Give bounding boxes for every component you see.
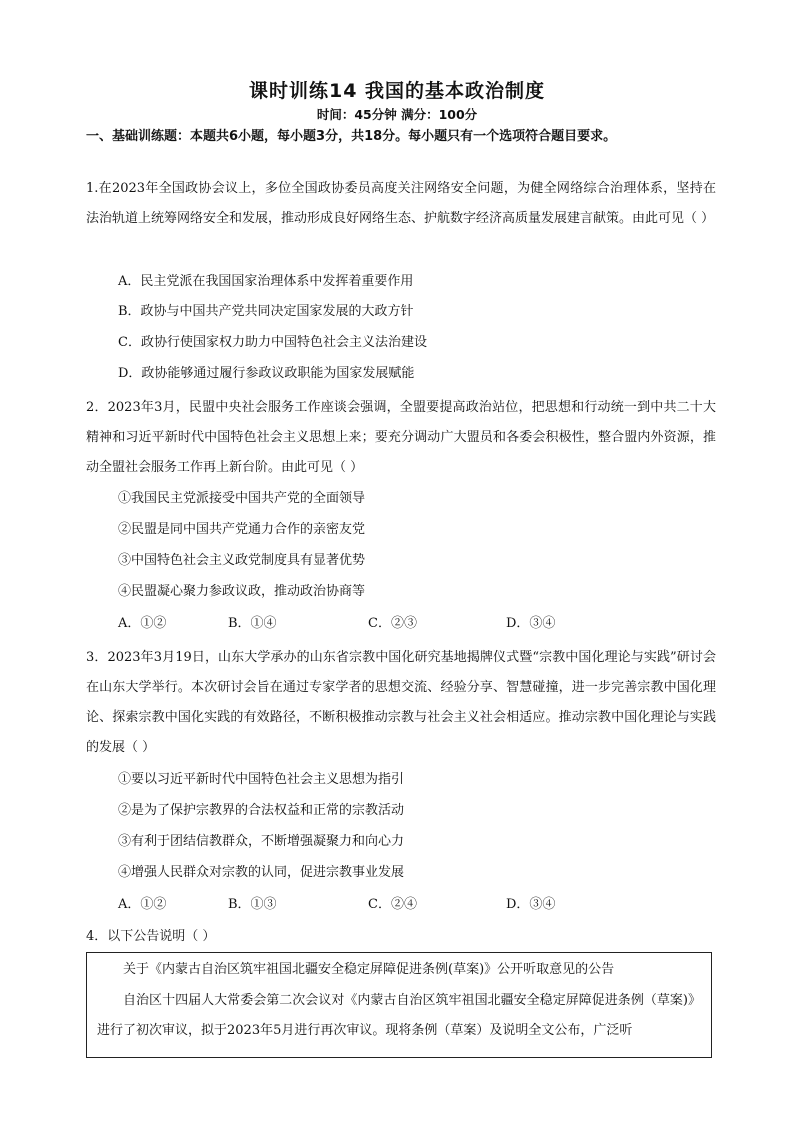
question-4-stem: 4．以下公告说明（ ） xyxy=(86,929,216,944)
section-heading: 一、基础训练题：本题共6小题，每小题3分，共18分。每小题只有一个选项符合题目要求。 xyxy=(86,129,617,144)
page-title: 课时训练14 我国的基本政治制度 xyxy=(248,80,546,102)
announcement-box xyxy=(86,952,712,1058)
question-3-item-3: ③有利于团结信教群众，不断增强凝聚力和向心力 xyxy=(118,834,405,849)
question-1-option-c: C．政协行使国家权力助力中国特色社会主义法治建设 xyxy=(118,335,427,350)
question-3-choice-a: A．①② xyxy=(118,897,167,912)
question-2-item-1: ①我国民主党派接受中国共产党的全面领导 xyxy=(118,491,366,506)
time-score-info: 时间：45分钟 满分：100分 xyxy=(316,107,478,122)
question-3-choice-c: C．②④ xyxy=(368,897,417,912)
question-1-option-d: D．政协能够通过履行参政议政职能为国家发展赋能 xyxy=(118,366,415,381)
question-3-choice-d: D．③④ xyxy=(506,897,556,912)
question-2-choice-c: C．②③ xyxy=(368,616,417,631)
question-2-item-4: ④民盟凝心聚力参政议政，推动政治协商等 xyxy=(118,584,366,599)
question-3-item-4: ④增强人民群众对宗教的认同，促进宗教事业发展 xyxy=(118,865,405,880)
question-2-stem: 2．2023年3月，民盟中央社会服务工作座谈会强调，全盟要提高政治站位，把思想和行动统一到中共二十大精神和习近平新时代中国特色社会主义思想上来；要充分调动广大盟员和各委会积极性，整合盟内外资源，推动全盟社会服务工作再上新台阶。由此可见（ ） xyxy=(86,400,716,475)
announcement-heading: 关于《内蒙古自治区筑牢祖国北疆安全稳定屏障促进条例(草案)》公开听取意见的公告 xyxy=(123,962,615,977)
announcement-body: 自治区十四届人大常委会第二次会议对《内蒙古自治区筑牢祖国北疆安全稳定屏障促进条例（草案)》进行了初次审议，拟于2023年5月进行再次审议。现将条例（草案）及说明全文公布，广泛听 xyxy=(97,993,701,1038)
question-3-stem: 3．2023年3月19日，山东大学承办的山东省宗教中国化研究基地揭牌仪式暨“宗教中国化理论与实践”研讨会在山东大学举行。本次研讨会旨在通过专家学者的思想交流、经验分享、智慧碰撞，进一步完善宗教中国化理论、探索宗教中国化实践的有效路径，不断积极推动宗教与社会主义社会相适应。推动宗教中国化理论与实践的发展（ ） xyxy=(86,650,716,755)
question-3-choice-b: B．①③ xyxy=(228,897,277,912)
question-2-choice-d: D．③④ xyxy=(506,616,556,631)
question-3-item-2: ②是为了保护宗教界的合法权益和正常的宗教活动 xyxy=(118,803,405,818)
question-2-choice-b: B．①④ xyxy=(228,616,277,631)
question-1-stem: 1.在2023年全国政协会议上，多位全国政协委员高度关注网络安全问题，为健全网络综合治理体系，坚持在法治轨道上统筹网络安全和发展，推动形成良好网络生态、护航数字经济高质量发展建言献策。由此可见（ ） xyxy=(86,181,716,226)
question-1-option-a: A．民主党派在我国国家治理体系中发挥着重要作用 xyxy=(118,274,414,289)
question-1-option-b: B．政协与中国共产党共同决定国家发展的大政方针 xyxy=(118,304,414,319)
question-2-item-2: ②民盟是同中国共产党通力合作的亲密友党 xyxy=(118,522,366,537)
question-3-item-1: ①要以习近平新时代中国特色社会主义思想为指引 xyxy=(118,772,405,787)
question-2-choice-a: A．①② xyxy=(118,616,167,631)
question-2-item-3: ③中国特色社会主义政党制度具有显著优势 xyxy=(118,553,366,568)
